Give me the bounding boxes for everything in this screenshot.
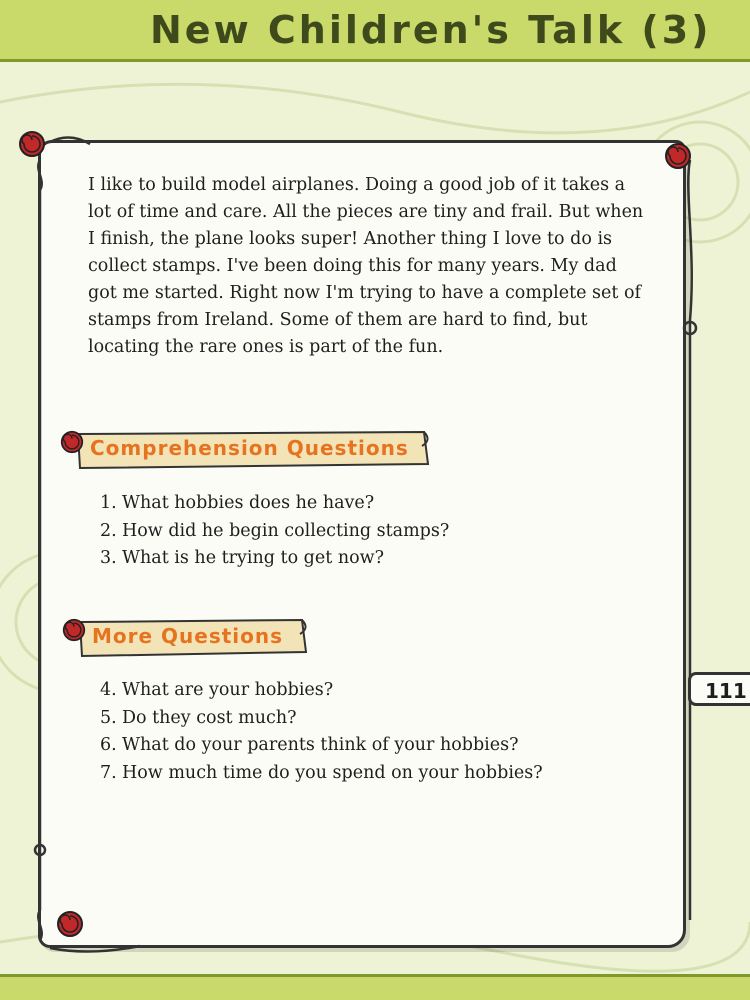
question-item (100, 545, 660, 573)
comprehension-heading: Comprehension Questions (90, 436, 409, 460)
question-number: 3. (100, 548, 117, 568)
rose-icon (62, 618, 86, 642)
reading-passage: I like to build model airplanes. Doing a good job of it takes a lot of time and care. All the pieces are tiny and frail. But when I finish, the plane looks super! Another thing I love to do is collect stamps. I've been doing this for many years. My dad got me started. Right now I'm trying to have a complete set of stamps from Ireland. Some of them are hard to find, but locating the rare ones is part of the fun. (88, 175, 644, 357)
question-text: What are your hobbies? (122, 680, 334, 700)
comprehension-banner (60, 428, 432, 472)
question-text: How did he begin collecting stamps? (122, 520, 450, 541)
question-text: How much time do you spend on your hobbies? (122, 762, 543, 783)
question-number: 2. (100, 520, 117, 541)
more-questions-banner (62, 616, 310, 660)
rose-icon (60, 430, 84, 454)
rose-ornament-top-left (18, 130, 46, 158)
page-number-tab (688, 672, 750, 706)
bottom-band (0, 974, 750, 1000)
question-text: Do they cost much? (122, 707, 297, 728)
question-text: What is he trying to get now? (122, 548, 384, 568)
page-number: 111 (705, 679, 747, 703)
question-number: 5. (100, 707, 117, 728)
question-item (100, 677, 660, 705)
page-title: New Children's Talk (3) (150, 8, 712, 52)
question-item (100, 490, 660, 518)
question-item (100, 760, 660, 788)
comprehension-question-list (100, 490, 660, 573)
rose-ornament-bottom-left (56, 910, 84, 938)
more-question-list (100, 677, 660, 787)
question-item (100, 705, 660, 733)
more-questions-heading: More Questions (92, 624, 284, 648)
question-text: What do your parents think of your hobbies? (122, 735, 519, 755)
question-item (100, 732, 660, 760)
question-item (100, 518, 660, 546)
rose-ornament-top-right (664, 142, 692, 170)
question-number: 7. (100, 762, 117, 783)
title-band (0, 0, 750, 62)
question-number: 1. (100, 493, 117, 513)
question-number: 6. (100, 735, 117, 755)
question-number: 4. (100, 680, 117, 700)
question-text: What hobbies does he have? (122, 493, 375, 513)
